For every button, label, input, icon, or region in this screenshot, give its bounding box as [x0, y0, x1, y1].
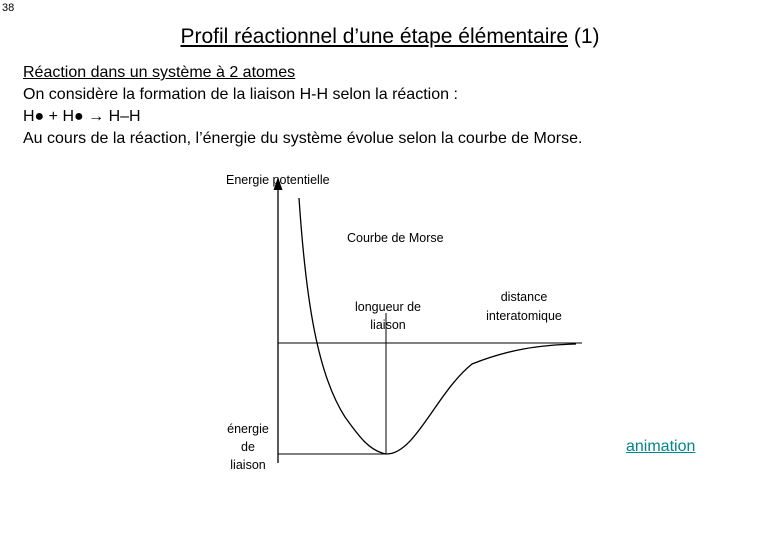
animation-link[interactable]: animation	[626, 438, 696, 455]
x-axis-label-line1: distance	[500, 290, 548, 304]
slide-title	[0, 25, 780, 49]
slide-title-main: Profil réactionnel d’une étape élémentaire	[180, 25, 569, 48]
x-axis-label-line2: interatomique	[486, 309, 562, 323]
bond-length-label-line2: liaison	[370, 318, 406, 332]
reaction-equation: H● + H● → H–H	[23, 108, 141, 125]
curve-label: Courbe de Morse	[347, 231, 444, 245]
morse-curve-svg	[210, 163, 590, 478]
section-heading: Réaction dans un système à 2 atomes	[23, 64, 296, 81]
body-text	[23, 62, 582, 150]
y-axis-label: Energie potentielle	[226, 173, 330, 187]
slide-title-suffix: (1)	[568, 25, 600, 48]
bond-energy-label-line2: de	[241, 440, 255, 454]
morse-curve-diagram	[210, 163, 590, 478]
bond-energy-label-line3: liaison	[230, 458, 266, 472]
body-line-reaction-intro: On considère la formation de la liaison H-H selon la réaction :	[23, 86, 458, 103]
bond-length-label-line1: longueur de	[354, 300, 422, 314]
body-line-morse: Au cours de la réaction, l’énergie du système évolue selon la courbe de Morse.	[23, 130, 583, 147]
bond-energy-label-line1: énergie	[227, 422, 269, 436]
slide-number: 38	[2, 2, 15, 14]
